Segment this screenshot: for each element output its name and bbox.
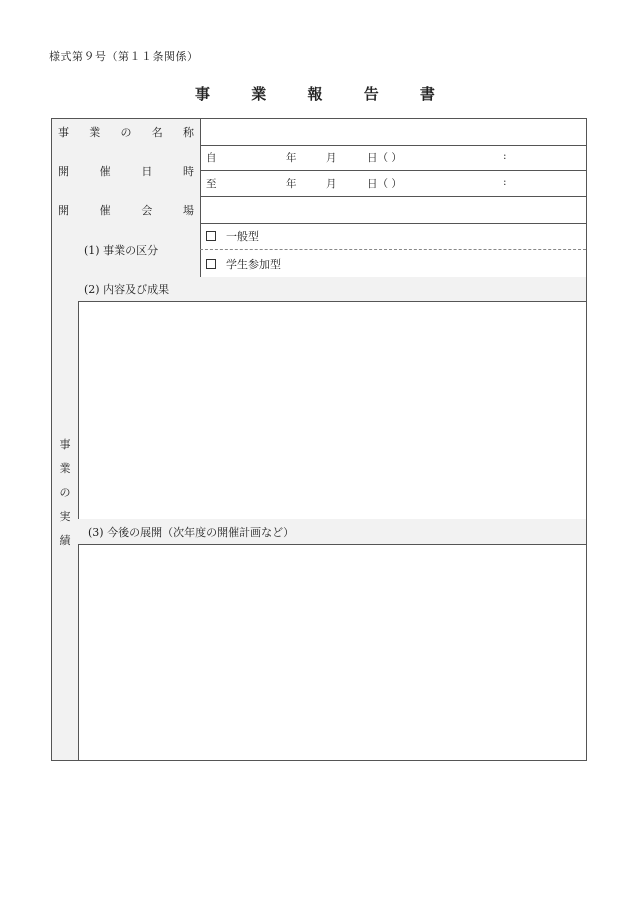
date-from-prefix: 自 bbox=[206, 152, 217, 164]
label-char: 名 bbox=[151, 126, 163, 139]
label-char: の bbox=[120, 126, 132, 139]
event-name-field[interactable] bbox=[200, 119, 586, 145]
date-to-year: 年 bbox=[286, 178, 297, 190]
category-label bbox=[78, 223, 200, 277]
date-from-year: 年 bbox=[286, 152, 297, 164]
document-title-text: 事 業 報 告 書 bbox=[195, 85, 453, 103]
label-char: 績 bbox=[59, 533, 71, 547]
date-from-field[interactable] bbox=[200, 145, 586, 170]
date-to-field[interactable] bbox=[200, 170, 586, 196]
date-to-month: 月 bbox=[326, 178, 337, 190]
label-char: 開 bbox=[58, 164, 69, 178]
date-from-time-colon: : bbox=[503, 150, 507, 162]
content-text-area[interactable] bbox=[78, 302, 586, 519]
label-char: 事 bbox=[59, 437, 71, 451]
checkbox-student[interactable] bbox=[206, 259, 216, 269]
form-number: 様式第９号（第１１条関係） bbox=[49, 50, 199, 63]
date-from-month: 月 bbox=[326, 152, 337, 164]
option-student[interactable] bbox=[200, 250, 586, 277]
label-char: 業 bbox=[59, 461, 71, 475]
label-char: 場 bbox=[182, 203, 194, 217]
future-header bbox=[78, 519, 586, 544]
venue-field[interactable] bbox=[200, 196, 586, 223]
option-general[interactable] bbox=[200, 223, 586, 249]
report-form-table bbox=[51, 118, 587, 761]
content-header-text: (2) 内容及び成果 bbox=[84, 283, 170, 296]
future-header-text: (3) 今後の展開（次年度の開催計画など） bbox=[88, 525, 295, 539]
event-date-label bbox=[52, 145, 200, 196]
date-to-time-colon: : bbox=[503, 176, 507, 188]
results-side-label bbox=[52, 223, 78, 760]
option-general-label: 一般型 bbox=[226, 230, 259, 243]
date-from-day: 日（ ） bbox=[367, 152, 402, 164]
content-header bbox=[78, 277, 586, 301]
label-char: 日 bbox=[141, 164, 153, 178]
label-char: の bbox=[59, 485, 71, 499]
date-to-day: 日（ ） bbox=[367, 178, 402, 190]
label-char: 事 bbox=[58, 126, 69, 139]
label-char: 催 bbox=[99, 203, 111, 217]
label-char: 催 bbox=[99, 164, 111, 178]
label-char: 開 bbox=[58, 203, 69, 217]
label-char: 会 bbox=[141, 203, 153, 217]
label-char: 実 bbox=[59, 509, 71, 523]
checkbox-general[interactable] bbox=[206, 231, 216, 241]
label-char: 称 bbox=[183, 126, 194, 139]
label-char: 時 bbox=[182, 164, 194, 178]
category-label-text: (1) 事業の区分 bbox=[84, 244, 159, 257]
document-title bbox=[0, 83, 630, 104]
event-name-label bbox=[52, 119, 200, 145]
label-char: 業 bbox=[89, 126, 101, 139]
venue-label bbox=[52, 196, 200, 223]
date-to-prefix: 至 bbox=[206, 178, 217, 190]
future-text-area[interactable] bbox=[78, 545, 586, 760]
option-student-label: 学生参加型 bbox=[226, 257, 281, 271]
